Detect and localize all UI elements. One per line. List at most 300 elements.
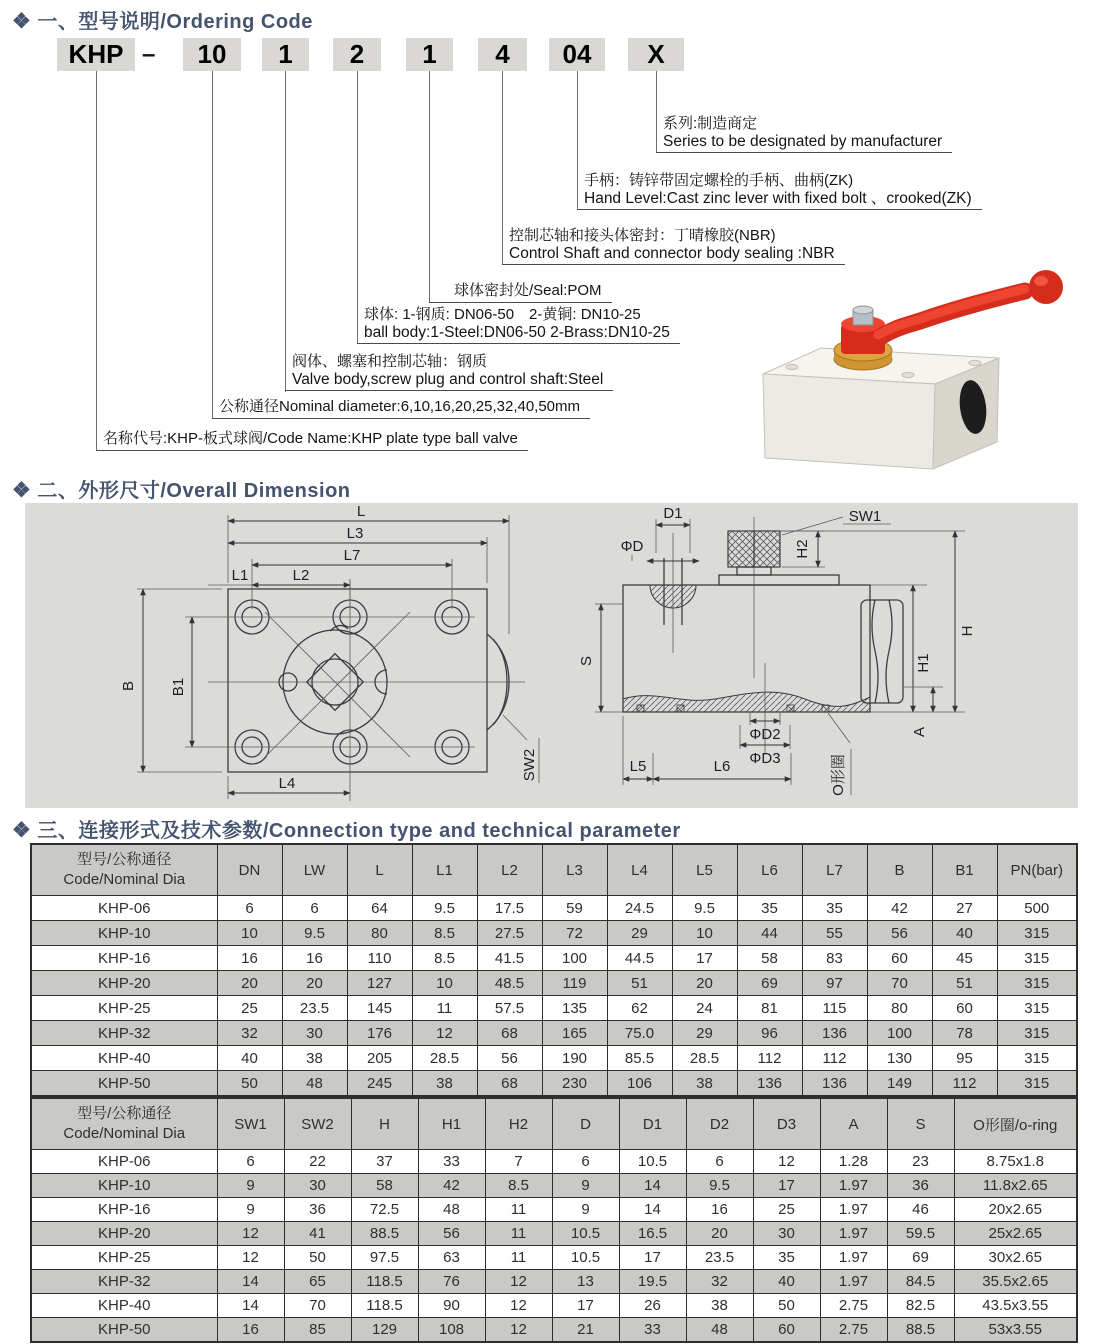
model-cell: KHP-32 — [31, 1021, 217, 1046]
value-cell: 23 — [887, 1150, 954, 1174]
value-cell: 95 — [932, 1046, 997, 1071]
value-cell: 40 — [217, 1046, 282, 1071]
value-cell: 12 — [485, 1318, 552, 1343]
annotation-ball-body — [357, 306, 680, 344]
value-cell: 81 — [737, 996, 802, 1021]
value-cell: 16 — [217, 946, 282, 971]
col-header-model: 型号/公称通径 Code/Nominal Dia — [31, 1098, 217, 1150]
annotation-valve-body-en: Valve body,screw plug and control shaft:Steel — [292, 370, 604, 388]
value-cell: 38 — [672, 1071, 737, 1097]
value-cell: 100 — [867, 1021, 932, 1046]
annotation-nominal-diameter — [212, 398, 590, 419]
value-cell: 145 — [347, 996, 412, 1021]
model-cell: KHP-20 — [31, 971, 217, 996]
dim-label: L3 — [346, 525, 364, 542]
value-cell: 130 — [867, 1046, 932, 1071]
value-cell: 17 — [753, 1174, 820, 1198]
col-header: S — [887, 1098, 954, 1150]
model-cell: KHP-06 — [31, 896, 217, 921]
value-cell: 70 — [867, 971, 932, 996]
table-row — [31, 1046, 1077, 1071]
col-header: D1 — [619, 1098, 686, 1150]
table-row — [31, 946, 1077, 971]
value-cell: 17 — [672, 946, 737, 971]
value-cell: 315 — [997, 971, 1077, 996]
dim-label: O形圈 — [830, 754, 847, 796]
value-cell: 149 — [867, 1071, 932, 1097]
dim-label: H — [959, 625, 976, 637]
value-cell: 136 — [737, 1071, 802, 1097]
annotation-sealing-en: Control Shaft and connector body sealing :NBR — [509, 244, 835, 262]
value-cell: 10.5 — [552, 1222, 619, 1246]
value-cell: 30 — [753, 1222, 820, 1246]
value-cell: 20 — [282, 971, 347, 996]
code-box-body: 1 — [262, 38, 309, 71]
code-leader-line — [212, 71, 213, 419]
valve-handle — [841, 270, 1063, 354]
value-cell: 23.5 — [686, 1246, 753, 1270]
value-cell: 11 — [485, 1246, 552, 1270]
product-image — [735, 262, 1090, 477]
col-header: A — [820, 1098, 887, 1150]
left-view-top — [120, 503, 539, 801]
value-cell: 25 — [217, 996, 282, 1021]
dim-label: S — [578, 655, 595, 667]
dimension-table-2 — [30, 1097, 1078, 1343]
value-cell: 112 — [932, 1071, 997, 1097]
value-cell: 80 — [347, 921, 412, 946]
col-header: B — [867, 844, 932, 896]
value-cell: 110 — [347, 946, 412, 971]
dim-label: B1 — [170, 677, 187, 697]
col-header: H2 — [485, 1098, 552, 1150]
value-cell: 112 — [737, 1046, 802, 1071]
value-cell: 20 — [672, 971, 737, 996]
annotation-handle — [577, 172, 982, 210]
model-cell: KHP-10 — [31, 1174, 217, 1198]
value-cell: 56 — [418, 1222, 485, 1246]
dim-label: ΦD2 — [749, 726, 781, 743]
value-cell: 85 — [284, 1318, 351, 1343]
section1-title — [12, 5, 313, 34]
value-cell: 11 — [485, 1222, 552, 1246]
value-cell: 30x2.65 — [954, 1246, 1077, 1270]
value-cell: 58 — [351, 1174, 418, 1198]
code-box-series: X — [628, 38, 684, 71]
value-cell: 12 — [217, 1246, 284, 1270]
value-cell: 14 — [619, 1174, 686, 1198]
table-row — [31, 1270, 1077, 1294]
code-leader-line — [285, 71, 286, 392]
dim-label: L — [356, 503, 366, 520]
table1-wrap — [30, 843, 1076, 1097]
value-cell: 6 — [217, 896, 282, 921]
value-cell: 205 — [347, 1046, 412, 1071]
model-cell: KHP-25 — [31, 996, 217, 1021]
value-cell: 20 — [217, 971, 282, 996]
table-row — [31, 996, 1077, 1021]
value-cell: 9.5 — [412, 896, 477, 921]
value-cell: 119 — [542, 971, 607, 996]
value-cell: 48.5 — [477, 971, 542, 996]
value-cell: 11 — [412, 996, 477, 1021]
value-cell: 60 — [753, 1318, 820, 1343]
value-cell: 76 — [418, 1270, 485, 1294]
value-cell: 36 — [284, 1198, 351, 1222]
header-row — [31, 1098, 1077, 1150]
value-cell: 42 — [418, 1174, 485, 1198]
value-cell: 16 — [686, 1198, 753, 1222]
diamond-icon: ❖ — [12, 819, 32, 842]
table-row — [31, 1246, 1077, 1270]
value-cell: 165 — [542, 1021, 607, 1046]
value-cell: 53x3.55 — [954, 1318, 1077, 1343]
value-cell: 11.8x2.65 — [954, 1174, 1077, 1198]
value-cell: 118.5 — [351, 1294, 418, 1318]
value-cell: 65 — [284, 1270, 351, 1294]
value-cell: 1.97 — [820, 1246, 887, 1270]
dimension-table-1 — [30, 843, 1078, 1097]
value-cell: 10 — [412, 971, 477, 996]
code-box-handle: 04 — [549, 38, 605, 71]
value-cell: 10.5 — [619, 1150, 686, 1174]
col-header-model: 型号/公称通径 Code/Nominal Dia — [31, 844, 217, 896]
value-cell: 2.75 — [820, 1294, 887, 1318]
value-cell: 32 — [217, 1021, 282, 1046]
value-cell: 33 — [619, 1318, 686, 1343]
value-cell: 96 — [737, 1021, 802, 1046]
value-cell: 90 — [418, 1294, 485, 1318]
value-cell: 50 — [217, 1071, 282, 1097]
value-cell: 7 — [485, 1150, 552, 1174]
table-row — [31, 1021, 1077, 1046]
value-cell: 43.5x3.55 — [954, 1294, 1077, 1318]
dim-label: H2 — [794, 539, 811, 559]
value-cell: 13 — [552, 1270, 619, 1294]
value-cell: 6 — [686, 1150, 753, 1174]
value-cell: 118.5 — [351, 1270, 418, 1294]
value-cell: 68 — [477, 1071, 542, 1097]
code-box-sealing: 4 — [478, 38, 527, 71]
value-cell: 23.5 — [282, 996, 347, 1021]
value-cell: 1.28 — [820, 1150, 887, 1174]
value-cell: 25 — [753, 1198, 820, 1222]
col-header: L5 — [672, 844, 737, 896]
annotation-series-en: Series to be designated by manufacturer — [663, 132, 943, 150]
section3-title — [12, 814, 681, 843]
value-cell: 56 — [867, 921, 932, 946]
value-cell: 30 — [284, 1174, 351, 1198]
value-cell: 48 — [686, 1318, 753, 1343]
model-cell: KHP-50 — [31, 1318, 217, 1343]
value-cell: 58 — [737, 946, 802, 971]
value-cell: 45 — [932, 946, 997, 971]
dim-label: H1 — [915, 653, 932, 673]
annotation-seal — [429, 282, 612, 303]
code-leader-line — [96, 71, 97, 450]
code-box-ball: 2 — [333, 38, 381, 71]
value-cell: 24 — [672, 996, 737, 1021]
value-cell: 26 — [619, 1294, 686, 1318]
value-cell: 135 — [542, 996, 607, 1021]
value-cell: 72 — [542, 921, 607, 946]
dim-label: D1 — [663, 505, 683, 522]
value-cell: 230 — [542, 1071, 607, 1097]
table-row — [31, 1222, 1077, 1246]
value-cell: 50 — [753, 1294, 820, 1318]
value-cell: 50 — [284, 1246, 351, 1270]
annotation-seal-zh: 球体密封处/Seal:POM — [454, 282, 602, 299]
value-cell: 1.97 — [820, 1198, 887, 1222]
value-cell: 80 — [867, 996, 932, 1021]
value-cell: 46 — [887, 1198, 954, 1222]
value-cell: 38 — [282, 1046, 347, 1071]
header-row — [31, 844, 1077, 896]
annotation-code-name — [96, 430, 528, 451]
dim-label: L5 — [629, 758, 647, 775]
value-cell: 112 — [802, 1046, 867, 1071]
value-cell: 9.5 — [686, 1174, 753, 1198]
value-cell: 8.75x1.8 — [954, 1150, 1077, 1174]
value-cell: 59.5 — [887, 1222, 954, 1246]
value-cell: 129 — [351, 1318, 418, 1343]
col-header: L2 — [477, 844, 542, 896]
value-cell: 16 — [282, 946, 347, 971]
value-cell: 6 — [217, 1150, 284, 1174]
col-header: L1 — [412, 844, 477, 896]
value-cell: 30 — [282, 1021, 347, 1046]
col-header: D2 — [686, 1098, 753, 1150]
annotation-ball-body-en: ball body:1-Steel:DN06-50 2-Brass:DN10-25 — [364, 323, 670, 341]
col-header: L — [347, 844, 412, 896]
annotation-handle-zh: 手柄：铸锌带固定螺栓的手柄、曲柄(ZK) — [584, 172, 854, 189]
model-cell: KHP-40 — [31, 1294, 217, 1318]
value-cell: 33 — [418, 1150, 485, 1174]
col-header: DN — [217, 844, 282, 896]
value-cell: 10 — [672, 921, 737, 946]
col-header: H — [351, 1098, 418, 1150]
value-cell: 64 — [347, 896, 412, 921]
value-cell: 17.5 — [477, 896, 542, 921]
dim-label: ΦD3 — [749, 750, 781, 767]
table-row — [31, 1318, 1077, 1343]
annotation-ball-body-zh: 球体: 1-钢质: DN06-50 2-黄铜: DN10-25 — [364, 306, 641, 323]
value-cell: 106 — [607, 1071, 672, 1097]
value-cell: 136 — [802, 1021, 867, 1046]
value-cell: 55 — [802, 921, 867, 946]
annotation-nominal-diameter-zh: 公称通径Nominal diameter:6,10,16,20,25,32,40,50mm — [219, 398, 581, 415]
value-cell: 1.97 — [820, 1222, 887, 1246]
value-cell: 84.5 — [887, 1270, 954, 1294]
value-cell: 8.5 — [412, 921, 477, 946]
value-cell: 9 — [217, 1174, 284, 1198]
value-cell: 57.5 — [477, 996, 542, 1021]
value-cell: 10.5 — [552, 1246, 619, 1270]
value-cell: 69 — [887, 1246, 954, 1270]
model-cell: KHP-10 — [31, 921, 217, 946]
value-cell: 62 — [607, 996, 672, 1021]
value-cell: 83 — [802, 946, 867, 971]
value-cell: 9 — [217, 1198, 284, 1222]
value-cell: 315 — [997, 921, 1077, 946]
value-cell: 245 — [347, 1071, 412, 1097]
value-cell: 60 — [932, 996, 997, 1021]
annotation-valve-body-zh: 阀体、螺塞和控制芯轴：钢质 — [292, 353, 488, 370]
dim-label: B — [120, 680, 137, 692]
model-cell: KHP-20 — [31, 1222, 217, 1246]
code-separator: – — [142, 41, 156, 68]
dim-label: A — [911, 726, 928, 738]
table-row — [31, 1174, 1077, 1198]
value-cell: 44 — [737, 921, 802, 946]
value-cell: 9.5 — [282, 921, 347, 946]
value-cell: 8.5 — [485, 1174, 552, 1198]
value-cell: 21 — [552, 1318, 619, 1343]
code-box-dn: 10 — [183, 38, 241, 71]
annotation-code-name-zh: 名称代号:KHP-板式球阀/Code Name:KHP plate type ball valve — [103, 430, 518, 447]
value-cell: 51 — [607, 971, 672, 996]
value-cell: 12 — [412, 1021, 477, 1046]
value-cell: 17 — [552, 1294, 619, 1318]
value-cell: 17 — [619, 1246, 686, 1270]
table-row — [31, 971, 1077, 996]
value-cell: 315 — [997, 946, 1077, 971]
annotation-series-zh: 系列:制造商定 — [663, 115, 758, 132]
code-box-seal: 1 — [406, 38, 453, 71]
col-header: D3 — [753, 1098, 820, 1150]
col-header: D — [552, 1098, 619, 1150]
value-cell: 14 — [619, 1198, 686, 1222]
value-cell: 69 — [737, 971, 802, 996]
model-cell: KHP-50 — [31, 1071, 217, 1097]
col-header: L3 — [542, 844, 607, 896]
table-row — [31, 1294, 1077, 1318]
table-row — [31, 921, 1077, 946]
value-cell: 48 — [282, 1071, 347, 1097]
value-cell: 48 — [418, 1198, 485, 1222]
value-cell: 6 — [552, 1150, 619, 1174]
value-cell: 11 — [485, 1198, 552, 1222]
value-cell: 29 — [607, 921, 672, 946]
value-cell: 136 — [802, 1071, 867, 1097]
model-cell: KHP-16 — [31, 1198, 217, 1222]
value-cell: 27 — [932, 896, 997, 921]
value-cell: 10 — [217, 921, 282, 946]
section1-title-text: 一、型号说明/Ordering Code — [37, 11, 313, 33]
col-header: O形圈/o-ring — [954, 1098, 1077, 1150]
model-cell: KHP-32 — [31, 1270, 217, 1294]
value-cell: 12 — [753, 1150, 820, 1174]
code-box-series-name: KHP — [57, 38, 135, 71]
value-cell: 6 — [282, 896, 347, 921]
table-row — [31, 1071, 1077, 1097]
value-cell: 176 — [347, 1021, 412, 1046]
dimension-drawings — [25, 503, 1078, 808]
value-cell: 500 — [997, 896, 1077, 921]
value-cell: 36 — [887, 1174, 954, 1198]
value-cell: 20 — [686, 1222, 753, 1246]
value-cell: 82.5 — [887, 1294, 954, 1318]
annotation-series — [656, 115, 952, 153]
value-cell: 28.5 — [412, 1046, 477, 1071]
value-cell: 41.5 — [477, 946, 542, 971]
value-cell: 38 — [412, 1071, 477, 1097]
value-cell: 9.5 — [672, 896, 737, 921]
value-cell: 12 — [217, 1222, 284, 1246]
value-cell: 24.5 — [607, 896, 672, 921]
section2-title — [12, 474, 351, 503]
col-header: SW2 — [284, 1098, 351, 1150]
model-cell: KHP-40 — [31, 1046, 217, 1071]
value-cell: 315 — [997, 1046, 1077, 1071]
value-cell: 22 — [284, 1150, 351, 1174]
value-cell: 14 — [217, 1294, 284, 1318]
col-header: L4 — [607, 844, 672, 896]
value-cell: 35 — [737, 896, 802, 921]
dim-label: SW1 — [848, 508, 882, 525]
dim-label: L2 — [292, 567, 310, 584]
annotation-valve-body — [285, 353, 613, 391]
value-cell: 88.5 — [351, 1222, 418, 1246]
table2-wrap — [30, 1097, 1076, 1343]
col-header: PN(bar) — [997, 844, 1077, 896]
value-cell: 40 — [753, 1270, 820, 1294]
value-cell: 75.0 — [607, 1021, 672, 1046]
value-cell: 19.5 — [619, 1270, 686, 1294]
value-cell: 20x2.65 — [954, 1198, 1077, 1222]
dim-label: L4 — [278, 775, 296, 792]
code-leader-line — [357, 71, 358, 344]
value-cell: 38 — [686, 1294, 753, 1318]
value-cell: 190 — [542, 1046, 607, 1071]
value-cell: 56 — [477, 1046, 542, 1071]
diamond-icon: ❖ — [12, 10, 32, 33]
value-cell: 29 — [672, 1021, 737, 1046]
table-row — [31, 1198, 1077, 1222]
model-cell: KHP-16 — [31, 946, 217, 971]
annotation-sealing — [502, 227, 845, 265]
value-cell: 25x2.65 — [954, 1222, 1077, 1246]
value-cell: 14 — [217, 1270, 284, 1294]
value-cell: 16.5 — [619, 1222, 686, 1246]
dim-label: L7 — [343, 547, 361, 564]
value-cell: 70 — [284, 1294, 351, 1318]
value-cell: 37 — [351, 1150, 418, 1174]
value-cell: 315 — [997, 1021, 1077, 1046]
col-header: SW1 — [217, 1098, 284, 1150]
dim-label: L6 — [713, 758, 731, 775]
model-cell: KHP-25 — [31, 1246, 217, 1270]
col-header: L7 — [802, 844, 867, 896]
value-cell: 1.97 — [820, 1270, 887, 1294]
dimension-drawing-panel — [25, 503, 1078, 808]
col-header: LW — [282, 844, 347, 896]
value-cell: 44.5 — [607, 946, 672, 971]
value-cell: 41 — [284, 1222, 351, 1246]
value-cell: 42 — [867, 896, 932, 921]
value-cell: 12 — [485, 1294, 552, 1318]
value-cell: 40 — [932, 921, 997, 946]
dim-label: SW2 — [521, 748, 538, 782]
value-cell: 63 — [418, 1246, 485, 1270]
value-cell: 315 — [997, 1071, 1077, 1097]
section3-title-text: 三、连接形式及技术参数/Connection type and technical parameter — [37, 820, 681, 842]
value-cell: 85.5 — [607, 1046, 672, 1071]
diamond-icon: ❖ — [12, 479, 32, 502]
col-header: L6 — [737, 844, 802, 896]
value-cell: 32 — [686, 1270, 753, 1294]
value-cell: 27.5 — [477, 921, 542, 946]
